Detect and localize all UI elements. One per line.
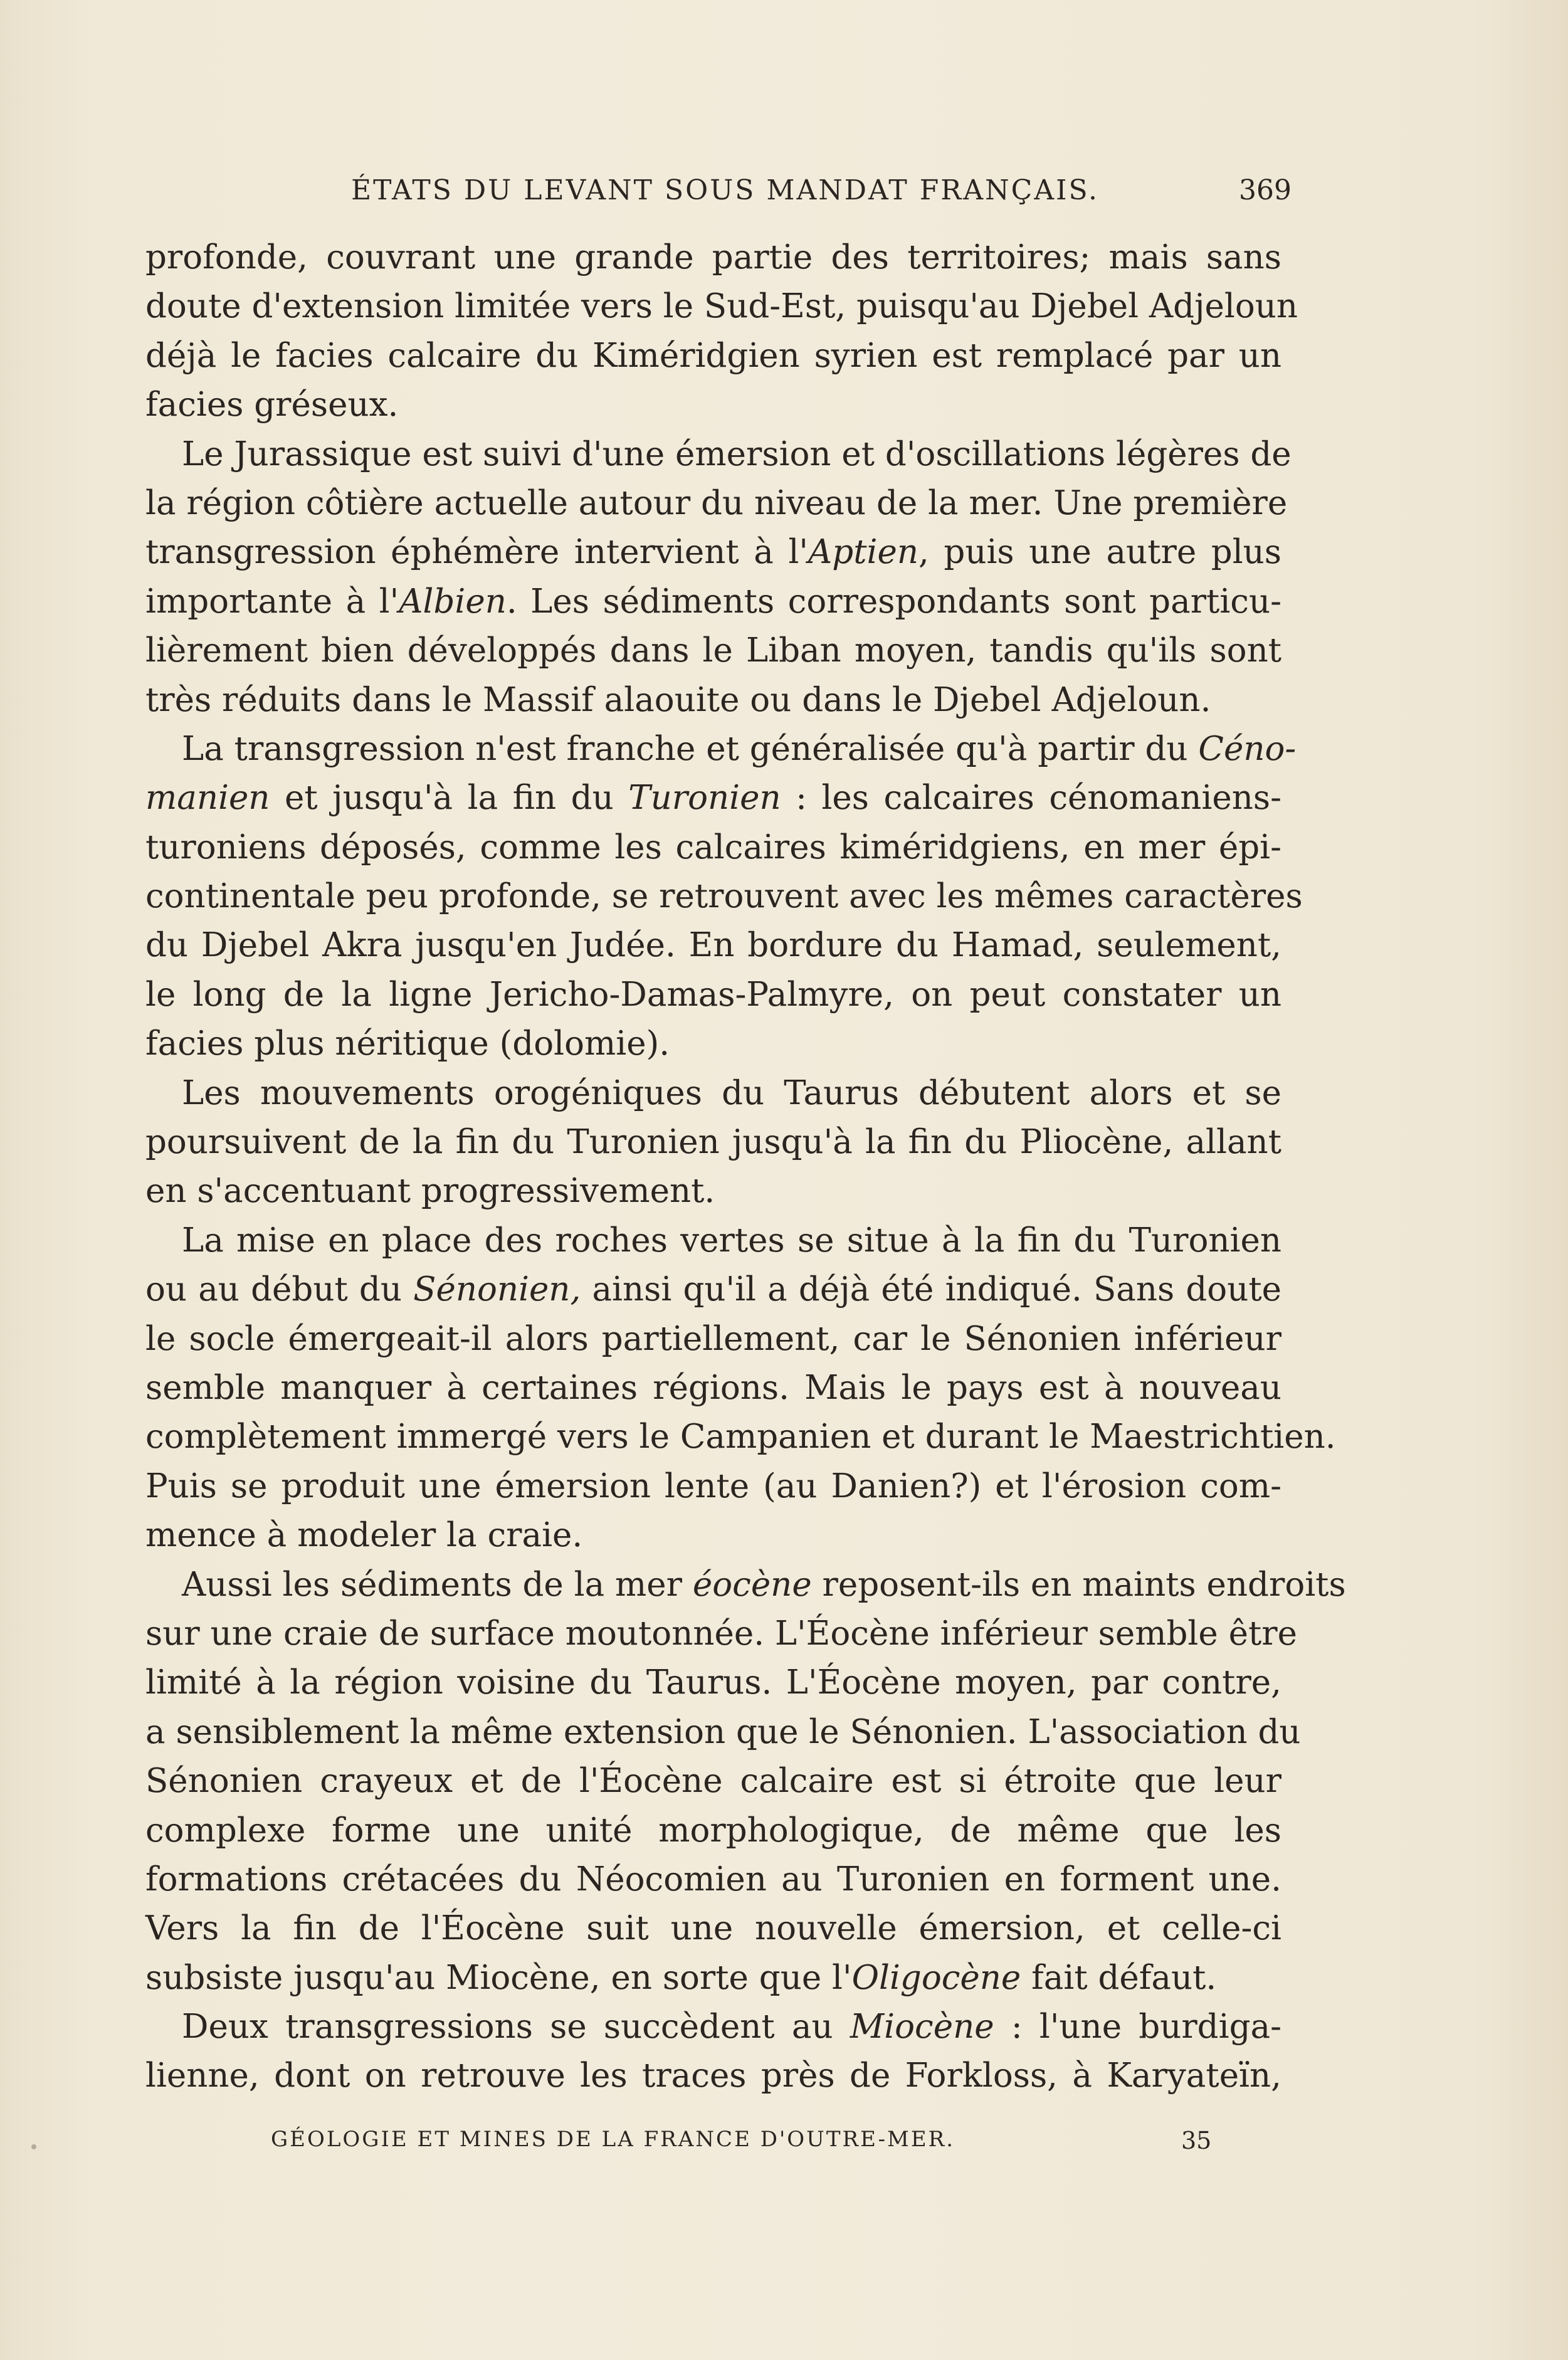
- text-run: ainsi qu'il a déjà été indiqué. Sans doute: [581, 1270, 1281, 1309]
- text-run: , puis une autre plus: [918, 533, 1281, 572]
- paper-speck: [31, 2144, 36, 2149]
- italic-term: Oligocène: [851, 1958, 1021, 1997]
- text-line: [145, 1855, 1281, 1904]
- text-line: [145, 1609, 1297, 1658]
- text-run: transgression éphémère intervient à l': [145, 533, 808, 572]
- text-run: facies plus néritique (dolomie).: [145, 1025, 670, 1063]
- header-title: ÉTATS DU LEVANT SOUS MANDAT FRANÇAIS.: [351, 174, 1100, 206]
- body-text: [145, 233, 1346, 2101]
- text-line: [145, 1019, 1281, 1068]
- text-line: [145, 430, 1292, 479]
- text-run: mence à modeler la craie.: [145, 1516, 583, 1555]
- text-run: poursuivent de la fin du Turonien jusqu'à la fin du Pliocène, allant: [145, 1123, 1281, 1162]
- text-run: facies gréseux.: [145, 386, 399, 424]
- text-line: [145, 725, 1297, 774]
- text-run: : l'une burdiga-: [994, 2008, 1281, 2047]
- text-line: [145, 381, 1281, 429]
- text-run: importante à l': [145, 582, 399, 621]
- text-run: La mise en place des roches vertes se situe à la fin du Turonien: [182, 1221, 1281, 1260]
- text-run: reposent-ils en maints endroits: [811, 1565, 1346, 1604]
- italic-term: Aptien: [808, 533, 918, 572]
- text-run: Sénonien crayeux et de l'Éocène calcaire est si étroite que leur: [145, 1762, 1281, 1801]
- paragraph: [145, 725, 1303, 1069]
- text-run: formations crétacées du Néocomien au Turonien en forment une.: [145, 1860, 1281, 1899]
- text-line: [145, 774, 1281, 823]
- text-run: La transgression n'est franche et généralisée qu'à partir du: [182, 729, 1199, 768]
- paragraph: [145, 1069, 1281, 1216]
- text-run: le socle émergeait-il alors partiellement, car le Sénonien inférieur: [145, 1319, 1281, 1358]
- text-run: limité à la région voisine du Taurus. L'Éocène moyen, par contre,: [145, 1663, 1281, 1702]
- text-run: profonde, couvrant une grande partie des territoires; mais sans: [145, 238, 1281, 277]
- text-line: [145, 872, 1303, 921]
- text-run: lienne, dont on retrouve les traces près de Forkloss, à Karyateïn,: [145, 2057, 1281, 2095]
- text-line: [145, 1069, 1281, 1118]
- text-line: [145, 1315, 1281, 1364]
- text-line: [145, 577, 1281, 626]
- italic-term: éocène: [692, 1565, 812, 1604]
- page-number: 369: [1239, 174, 1292, 206]
- text-line: [145, 282, 1298, 331]
- text-run: déjà le facies calcaire du Kiméridgien syrien est remplacé par un: [145, 336, 1281, 375]
- text-line: [145, 1757, 1281, 1806]
- text-line: [145, 1511, 1281, 1560]
- text-run: du Djebel Akra jusqu'en Judée. En bordure du Hamad, seulement,: [145, 926, 1281, 965]
- text-run: turoniens déposés, comme les calcaires kiméridgiens, en mer épi-: [145, 828, 1281, 867]
- text-line: [145, 676, 1281, 725]
- text-run: Les mouvements orogéniques du Taurus débutent alors et se: [182, 1073, 1281, 1112]
- footer-signature: [271, 2127, 1211, 2164]
- text-line: [145, 233, 1281, 282]
- text-line: [145, 1364, 1281, 1413]
- text-line: [145, 1462, 1281, 1511]
- text-line: [145, 1806, 1281, 1855]
- italic-term: Miocène: [850, 2008, 994, 2047]
- paragraph: [145, 2003, 1281, 2101]
- text-line: [145, 332, 1281, 381]
- text-run: Puis se produit une émersion lente (au Danien?) et l'érosion com-: [145, 1467, 1281, 1505]
- text-run: Le Jurassique est suivi d'une émersion et d'oscillations légères de: [182, 435, 1292, 473]
- text-run: complexe forme une unité morphologique, de même que les: [145, 1811, 1281, 1850]
- text-line: [145, 1561, 1346, 1609]
- italic-term: Céno-: [1198, 729, 1297, 768]
- italic-term: manien: [145, 779, 270, 818]
- paragraph: [145, 430, 1292, 725]
- text-line: [145, 1167, 1281, 1216]
- text-line: [145, 1118, 1281, 1167]
- text-line: [145, 626, 1281, 675]
- text-run: continentale peu profonde, se retrouvent avec les mêmes caractères: [145, 877, 1303, 916]
- italic-term: Sénonien,: [413, 1270, 581, 1309]
- text-line: [145, 1265, 1281, 1314]
- text-line: [145, 528, 1281, 577]
- text-run: la région côtière actuelle autour du niveau de la mer. Une première: [145, 483, 1288, 522]
- text-run: subsiste jusqu'au Miocène, en sorte que l': [145, 1958, 852, 1997]
- text-run: très réduits dans le Massif alaouite ou dans le Djebel Adjeloun.: [145, 680, 1211, 719]
- text-line: [145, 823, 1281, 872]
- text-line: [145, 1954, 1281, 2003]
- text-line: [145, 1658, 1281, 1707]
- text-run: ou au début du: [145, 1270, 414, 1309]
- text-line: [145, 2052, 1281, 2100]
- footer-title: GÉOLOGIE ET MINES DE LA FRANCE D'OUTRE-MER.: [271, 2127, 955, 2152]
- text-run: en s'accentuant progressivement.: [145, 1172, 715, 1211]
- text-run: : les calcaires cénomaniens-: [781, 779, 1281, 818]
- text-line: [145, 2003, 1281, 2052]
- text-run: fait défaut.: [1021, 1958, 1217, 1997]
- text-line: [145, 921, 1281, 970]
- paragraph: [145, 1561, 1346, 2003]
- italic-term: Albien: [399, 582, 507, 621]
- paragraph: [145, 233, 1298, 430]
- text-run: Vers la fin de l'Éocène suit une nouvelle émersion, et celle-ci: [145, 1909, 1281, 1948]
- text-run: . Les sédiments correspondants sont particu-: [506, 582, 1281, 621]
- text-run: doute d'extension limitée vers le Sud-Est, puisqu'au Djebel Adjeloun: [145, 287, 1298, 326]
- paragraph: [145, 1216, 1336, 1561]
- text-run: Aussi les sédiments de la mer: [182, 1565, 693, 1604]
- text-run: le long de la ligne Jericho-Damas-Palmyre, on peut constater un: [145, 975, 1281, 1014]
- text-line: [145, 1216, 1281, 1265]
- running-header: [351, 169, 1292, 213]
- text-line: [145, 1413, 1336, 1462]
- italic-term: Turonien: [628, 779, 781, 818]
- text-line: [145, 1904, 1281, 1953]
- text-run: et jusqu'à la fin du: [270, 779, 629, 818]
- text-run: lièrement bien développés dans le Liban moyen, tandis qu'ils sont: [145, 631, 1281, 670]
- text-line: [145, 479, 1288, 528]
- signature-number: 35: [1181, 2127, 1212, 2154]
- text-run: Deux transgressions se succèdent au: [182, 2008, 850, 2047]
- text-run: a sensiblement la même extension que le Sénonien. L'association du: [145, 1712, 1301, 1751]
- text-line: [145, 971, 1281, 1019]
- text-line: [145, 1708, 1301, 1757]
- text-run: semble manquer à certaines régions. Mais le pays est à nouveau: [145, 1368, 1281, 1407]
- text-run: sur une craie de surface moutonnée. L'Éocène inférieur semble être: [145, 1614, 1297, 1653]
- text-run: complètement immergé vers le Campanien et durant le Maestrichtien.: [145, 1418, 1336, 1457]
